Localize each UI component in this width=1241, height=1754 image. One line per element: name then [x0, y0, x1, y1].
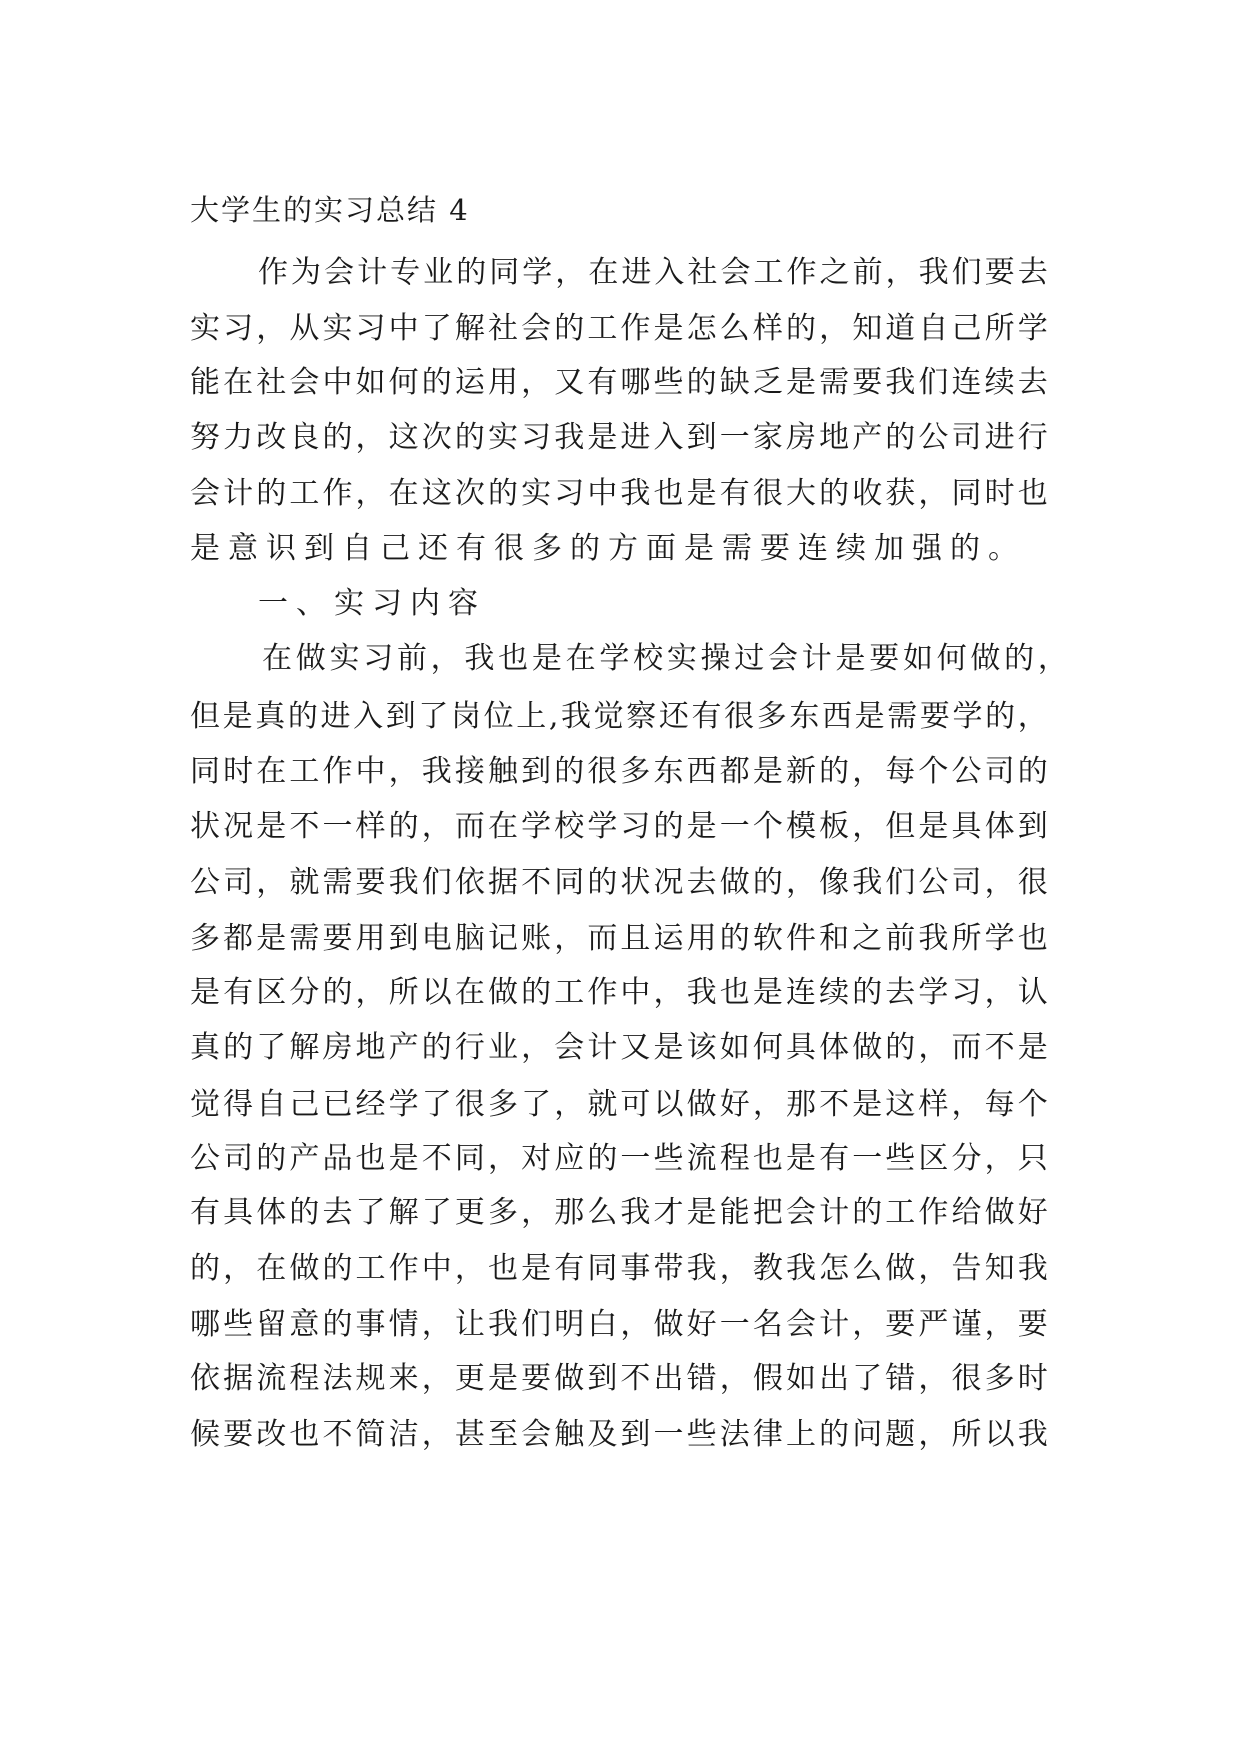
intro-line-6: 是意识到自己还有很多的方面是需要连续加强的。: [190, 531, 1026, 566]
body-line-6: 多 都 是 需 要 用 到 电 脑 记 账 ， 而 且 运 用 的 软 件 和 之 前 我 所 学 也: [190, 921, 1048, 956]
intro-line-2: 实 习 ， 从 实 习 中 了 解 社 会 的 工 作 是 怎 么 样 的 ， 知 道 自 己 所 学: [190, 311, 1048, 346]
document-title: 大学生的实习总结 4: [190, 193, 470, 227]
intro-line-1: 作 为 会 计 专 业 的 同 学 ， 在 进 入 社 会 工 作 之 前 ， 我 们 要 去: [258, 255, 1048, 290]
body-line-14: 依 据 流 程 法 规 来 ， 更 是 要 做 到 不 出 错 ， 假 如 出 了 错 ， 很 多 时: [190, 1361, 1048, 1396]
body-line-10: 公 司 的 产 品 也 是 不 同 ， 对 应 的 一 些 流 程 也 是 有 一 些 区 分 ， 只: [190, 1141, 1048, 1176]
body-line-8: 真 的 了 解 房 地 产 的 行 业 ， 会 计 又 是 该 如 何 具 体 做 的 ， 而 不 是: [190, 1030, 1048, 1065]
body-line-7: 是 有 区 分 的 ， 所 以 在 做 的 工 作 中 ， 我 也 是 连 续 的 去 学 习 ， 认: [190, 975, 1048, 1010]
body-line-12: 的 ， 在 做 的 工 作 中 ， 也 是 有 同 事 带 我 ， 教 我 怎 么 做 ， 告 知 我: [190, 1251, 1048, 1286]
body-line-3: 同 时 在 工 作 中 ， 我 接 触 到 的 很 多 东 西 都 是 新 的 ， 每 个 公 司 的: [190, 754, 1048, 789]
body-line-1: 在 做 实 习 前 ， 我 也 是 在 学 校 实 操 过 会 计 是 要 如 何 做 的 ，: [262, 641, 1068, 676]
body-line-13: 哪 些 留 意 的 事 情 ， 让 我 们 明 白 ， 做 好 一 名 会 计 ， 要 严 谨 ， 要: [190, 1307, 1048, 1342]
intro-line-3: 能 在 社 会 中 如 何 的 运 用 ， 又 有 哪 些 的 缺 乏 是 需 要 我 们 连 续 去: [190, 365, 1048, 400]
body-line-15: 候 要 改 也 不 简 洁 ， 甚 至 会 触 及 到 一 些 法 律 上 的 问 题 ， 所 以 我: [190, 1417, 1048, 1452]
body-line-4: 状 况 是 不 一 样 的 ， 而 在 学 校 学 习 的 是 一 个 模 板 ， 但 是 具 体 到: [190, 809, 1048, 844]
intro-line-5: 会 计 的 工 作 ， 在 这 次 的 实 习 中 我 也 是 有 很 大 的 收 获 ， 同 时 也: [190, 476, 1048, 511]
body-line-11: 有 具 体 的 去 了 解 了 更 多 ， 那 么 我 才 是 能 把 会 计 的 工 作 给 做 好: [190, 1195, 1048, 1230]
body-line-2: 但 是 真 的 进 入 到 了 岗 位 上 , 我 觉 察 还 有 很 多 东 西 是 需 要 学 的 ，: [190, 699, 1048, 734]
section-heading: 一、实习内容: [258, 586, 486, 621]
body-line-5: 公 司 ， 就 需 要 我 们 依 据 不 同 的 状 况 去 做 的 ， 像 我 们 公 司 ， 很: [190, 865, 1048, 900]
intro-line-4: 努 力 改 良 的 ， 这 次 的 实 习 我 是 进 入 到 一 家 房 地 产 的 公 司 进 行: [190, 420, 1048, 455]
body-line-9: 觉 得 自 己 已 经 学 了 很 多 了 ， 就 可 以 做 好 ， 那 不 是 这 样 ， 每 个: [190, 1087, 1048, 1122]
